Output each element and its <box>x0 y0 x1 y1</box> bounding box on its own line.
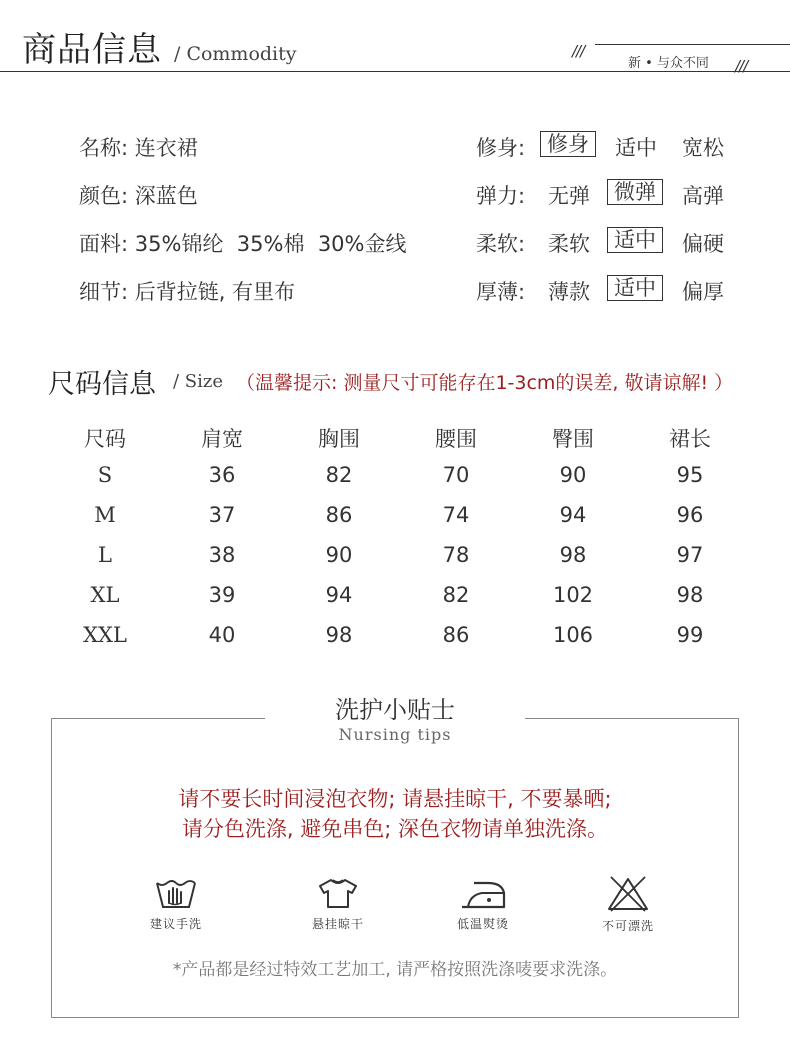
fabric-label: 面料: <box>79 232 129 256</box>
size-title: 尺码信息 <box>48 369 156 400</box>
size-value-cell: 99 <box>676 623 704 647</box>
size-value-cell: 38 <box>208 543 236 567</box>
fit-option-3: 宽松 <box>682 136 724 160</box>
page-title: 商品信息 <box>22 30 162 70</box>
size-label-cell: XXL <box>83 623 127 647</box>
fit-option-1: 修身 <box>540 131 596 157</box>
size-label-cell: M <box>94 503 116 527</box>
size-header-cell: 裙长 <box>669 427 711 451</box>
fabric-value: 35%锦纶 35%棉 30%金线 <box>134 232 407 256</box>
size-note: （温馨提示: 测量尺寸可能存在1-3cm的误差, 敬请谅解! ） <box>236 372 734 394</box>
fit-label: 修身: <box>476 136 526 160</box>
care-title: 洗护小贴士 <box>335 696 455 724</box>
thickness-option-3: 偏厚 <box>682 280 724 304</box>
softness-option-1: 柔软 <box>548 232 590 256</box>
header-divider <box>0 71 790 72</box>
size-value-cell: 94 <box>325 583 353 607</box>
size-value-cell: 96 <box>676 503 704 527</box>
no-bleach-icon <box>605 875 651 913</box>
stretch-label: 弹力: <box>476 184 526 208</box>
name-value: 连衣裙 <box>134 136 198 160</box>
size-value-cell: 98 <box>325 623 353 647</box>
size-value-cell: 95 <box>676 463 704 487</box>
size-value-cell: 70 <box>442 463 470 487</box>
color-value: 深蓝色 <box>134 184 198 208</box>
thickness-label: 厚薄: <box>476 280 526 304</box>
stretch-option-1: 无弹 <box>548 184 590 208</box>
product-fabric <box>79 228 407 258</box>
thickness-option-1: 薄款 <box>548 280 590 304</box>
care-item-hand-wash <box>121 875 231 932</box>
care-subtitle: Nursing tips <box>338 725 452 744</box>
size-value-cell: 82 <box>325 463 353 487</box>
size-value-cell: 78 <box>442 543 470 567</box>
color-label: 颜色: <box>79 184 129 208</box>
size-value-cell: 90 <box>559 463 587 487</box>
size-value-cell: 74 <box>442 503 470 527</box>
thickness-option-2: 适中 <box>607 275 663 301</box>
care-item-low-iron <box>428 875 538 932</box>
size-header-cell: 臀围 <box>552 427 594 451</box>
size-header-cell: 腰围 <box>435 427 477 451</box>
size-label-cell: S <box>97 463 113 487</box>
fit-option-2: 适中 <box>615 136 657 160</box>
size-value-cell: 90 <box>325 543 353 567</box>
softness-option-2: 适中 <box>607 227 663 253</box>
softness-option-3: 偏硬 <box>682 232 724 256</box>
detail-value: 后背拉链, 有里布 <box>134 280 296 304</box>
name-label: 名称: <box>79 136 129 160</box>
size-value-cell: 102 <box>552 583 594 607</box>
header-tag: 新 • 与众不同 <box>628 56 709 71</box>
size-value-cell: 36 <box>208 463 236 487</box>
size-label-cell: XL <box>90 583 120 607</box>
size-header-cell: 尺码 <box>84 427 126 451</box>
size-value-cell: 39 <box>208 583 236 607</box>
size-subtitle: / Size <box>173 371 224 392</box>
slash-decoration-left: /// <box>572 42 585 60</box>
product-color <box>79 180 198 210</box>
hand-wash-label: 建议手洗 <box>149 917 202 931</box>
no-bleach-label: 不可漂洗 <box>601 919 654 933</box>
size-value-cell: 98 <box>559 543 587 567</box>
size-label-cell: L <box>98 543 112 567</box>
low-iron-label: 低温熨烫 <box>456 917 509 931</box>
slash-decoration-right: /// <box>735 57 748 75</box>
size-value-cell: 37 <box>208 503 236 527</box>
softness-label: 柔软: <box>476 232 526 256</box>
hand-wash-icon <box>154 875 198 911</box>
size-value-cell: 98 <box>676 583 704 607</box>
product-detail <box>79 276 295 306</box>
care-item-no-bleach <box>573 875 683 934</box>
stretch-option-2: 微弹 <box>607 179 663 205</box>
care-item-hang-dry <box>283 875 393 932</box>
tag-divider <box>595 44 790 45</box>
product-name <box>79 132 198 162</box>
detail-label: 细节: <box>79 280 129 304</box>
size-header-cell: 胸围 <box>318 427 360 451</box>
size-value-cell: 97 <box>676 543 704 567</box>
size-header-cell: 肩宽 <box>201 427 243 451</box>
page-subtitle: / Commodity <box>174 43 297 65</box>
size-value-cell: 86 <box>325 503 353 527</box>
size-value-cell: 82 <box>442 583 470 607</box>
care-instruction-1: 请不要长时间浸泡衣物; 请悬挂晾干, 不要暴晒; <box>178 787 612 811</box>
size-value-cell: 94 <box>559 503 587 527</box>
stretch-option-3: 高弹 <box>682 184 724 208</box>
hang-dry-icon <box>316 875 360 911</box>
size-value-cell: 86 <box>442 623 470 647</box>
care-instruction-2: 请分色洗涤, 避免串色; 深色衣物请单独洗涤。 <box>181 817 609 841</box>
low-iron-icon <box>458 875 508 911</box>
hang-dry-label: 悬挂晾干 <box>311 917 364 931</box>
size-value-cell: 40 <box>208 623 236 647</box>
care-footer-note: *产品都是经过特效工艺加工, 请严格按照洗涤唛要求洗涤。 <box>172 960 618 980</box>
size-value-cell: 106 <box>552 623 594 647</box>
